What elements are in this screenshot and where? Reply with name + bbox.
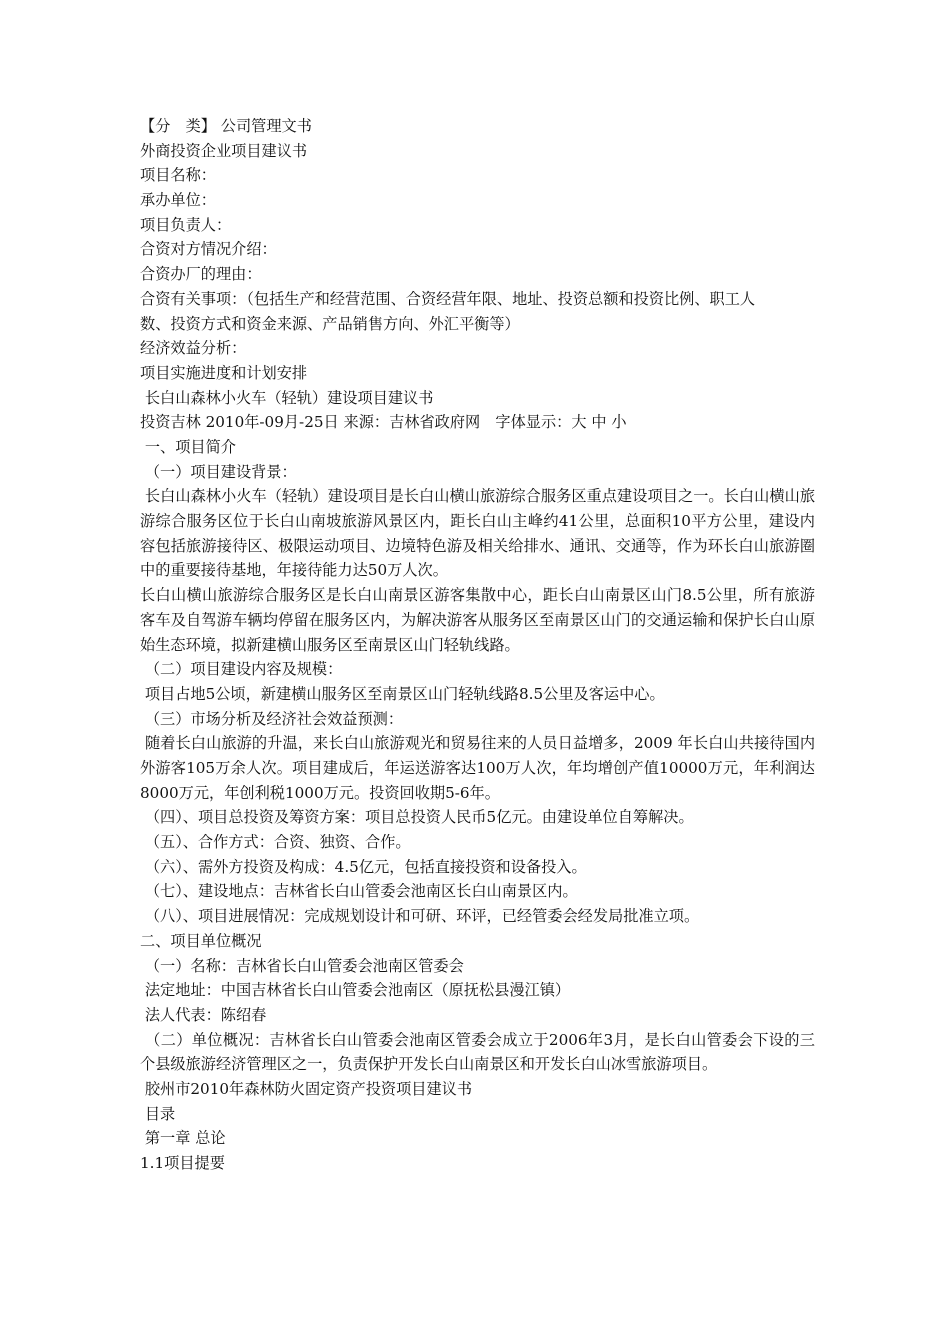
category-line: 【分 类】 公司管理文书: [140, 117, 312, 135]
item-foreign-investment: （六）、需外方投资及构成：4.5亿元，包括直接投资和设备投入。: [140, 857, 587, 876]
project-title: 长白山森林小火车（轻轨）建设项目建议书: [140, 388, 434, 407]
unit-name: （一）名称：吉林省长白山管委会池南区管委会: [140, 956, 464, 975]
field-jv-reason: 合资办厂的理由：: [140, 265, 262, 284]
paragraph-content-scale: 项目占地5公顷，新建横山服务区至南景区山门轻轨线路8.5公里及客运中心。: [140, 684, 665, 703]
field-project-name: 项目名称：: [140, 166, 216, 185]
jv-matters-line2: 数、投资方式和资金来源、产品销售方向、外汇平衡等）: [140, 314, 520, 333]
item-progress: （八）、项目进展情况：完成规划设计和可研、环评，已经管委会经发局批准立项。: [140, 907, 700, 926]
item-cooperation: （五）、合作方式：合资、独资、合作。: [140, 833, 411, 852]
toc-item-1-1: 1.1项目提要: [140, 1154, 225, 1173]
chapter-heading: 第一章 总论: [140, 1129, 226, 1148]
subheading-background: （一）项目建设背景：: [140, 462, 297, 481]
paragraph-market-analysis: 随着长白山旅游的升温，来长白山旅游观光和贸易往来的人员日益增多，2009 年长白山共接待国内外游客105万余人次。项目建成后，年运送游客达100万人次，年均增创产值10000万元，年利润达8000万元，年创利税1000万元。投资回收期5-6年。: [140, 734, 816, 802]
item-investment: （四）、项目总投资及筹资方案：项目总投资人民币5亿元。由建设单位自筹解决。: [140, 808, 694, 827]
field-project-lead: 项目负责人：: [140, 215, 232, 234]
document-page: [140, 114, 815, 1176]
economic-analysis: 经济效益分析：: [140, 339, 247, 358]
item-location: （七）、建设地点：吉林省长白山管委会池南区长白山南景区内。: [140, 882, 578, 901]
paragraph-unit-overview: （二）单位概况：吉林省长白山管委会池南区管委会成立于2006年3月，是长白山管委会下设的三个县级旅游经济管理区之一，负责保护开发长白山南景区和开发长白山冰雪旅游项目。: [140, 1030, 815, 1074]
unit-address: 法定地址：中国吉林省长白山管委会池南区（原抚松县漫江镇）: [140, 981, 571, 1000]
subheading-market-analysis: （三）市场分析及经济社会效益预测：: [140, 709, 404, 728]
paragraph-background: 长白山森林小火车（轻轨）建设项目是长白山横山旅游综合服务区重点建设项目之一。长白山横山旅游综合服务区位于长白山南坡旅游风景区内，距长白山主峰约41公里，总面积10平方公里，建设内容包括旅游接待区、极限运动项目、边境特色游及相关给排水、通讯、交通等，作为环长白山旅游圈中的重要接待基地，年接待能力达50万人次。: [140, 487, 816, 580]
unit-representative: 法人代表：陈绍春: [140, 1005, 267, 1024]
field-partner-intro: 合资对方情况介绍：: [140, 240, 277, 259]
toc-heading: 目录: [140, 1104, 176, 1123]
section-heading-2: 二、项目单位概况: [140, 931, 262, 950]
document-title: 外商投资企业项目建议书: [140, 141, 308, 160]
section-heading-1: 一、项目简介: [140, 437, 236, 456]
jv-matters-line1: 合资有关事项：（包括生产和经营范围、合资经营年限、地址、投资总额和投资比例、职工人: [140, 289, 756, 308]
field-host-unit: 承办单位：: [140, 191, 216, 210]
second-document-title: 胶州市2010年森林防火固定资产投资项目建议书: [140, 1080, 473, 1098]
schedule-heading: 项目实施进度和计划安排: [140, 363, 308, 382]
paragraph-service-area: 长白山横山旅游综合服务区是长白山南景区游客集散中心，距长白山南景区山门8.5公里，所有旅游客车及自驾游车辆均停留在服务区内，为解决游客从服务区至南景区山门的交通运输和保护长白山原始生态环境，拟新建横山服务区至南景区山门轻轨线路。: [140, 586, 815, 654]
subheading-content-scale: （二）项目建设内容及规模：: [140, 660, 343, 679]
source-line: 投资吉林 2010年-09月-25日 来源：吉林省政府网 字体显示：大 中 小: [140, 413, 627, 432]
